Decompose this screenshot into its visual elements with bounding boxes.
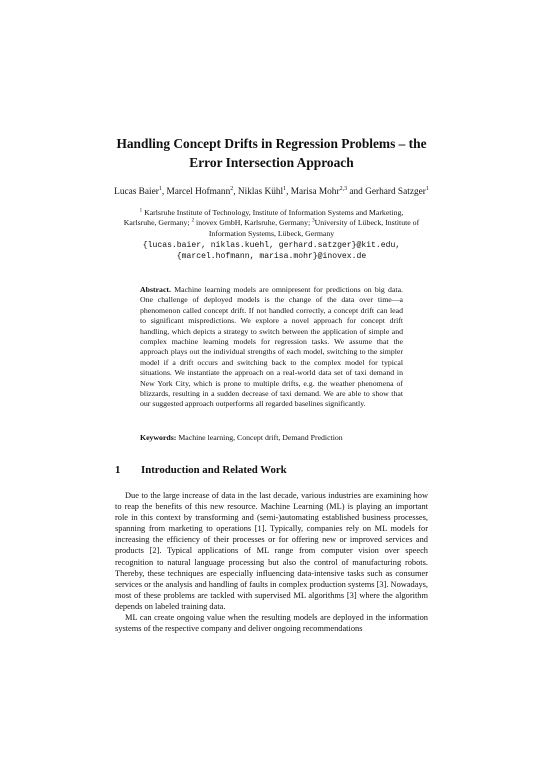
title-line-1: Handling Concept Drifts in Regression Problems – the <box>116 136 427 151</box>
affiliation-text: Karlsruhe, Germany; <box>123 218 190 228</box>
abstract <box>140 285 403 410</box>
author-affiliation-mark: 2 <box>230 185 234 192</box>
email-line-1[interactable]: {lucas.baier, niklas.kuehl, gerhard.satzger}@kit.edu, <box>142 241 401 250</box>
paper-title <box>100 134 443 172</box>
affiliation-mark: 3 <box>312 218 315 224</box>
affiliation-line-2 <box>112 218 431 228</box>
affiliation-mark: 2 <box>191 218 195 224</box>
author-name: Lucas Baier <box>114 187 159 197</box>
author-affiliation-mark: 1 <box>158 185 162 192</box>
email-line-2[interactable]: {marcel.hofmann, marisa.mohr}@inovex.de <box>176 252 367 261</box>
title-line-2: Error Intersection Approach <box>189 155 354 170</box>
affiliation-mark: 1 <box>139 208 143 214</box>
affiliation-line-1 <box>112 208 431 218</box>
section-title: Introduction and Related Work <box>141 464 287 476</box>
author-emails <box>100 240 443 262</box>
author-list: Lucas Baier$^1$, Marcel Hofmann$^2$, Niklas Kühl$^1$, Marisa Mohr$^{2,3}$ and Gerhard Satzger$^1$ <box>114 185 429 197</box>
affiliation-text: University of Lübeck, Institute of <box>314 218 420 228</box>
author-name: Marcel Hofmann <box>166 187 231 197</box>
author-affiliation-mark: 2,3 <box>339 185 348 192</box>
section-heading <box>115 463 435 477</box>
author-affiliation-mark: 1 <box>425 185 429 192</box>
author-name: Gerhard Satzger <box>365 187 426 197</box>
author-conjunction: and <box>349 187 363 197</box>
affiliation-text: Karlsruhe Institute of Technology, Institute of Information Systems and Marketing, <box>144 208 404 217</box>
abstract-text: Machine learning models are omnipresent for predictions on big data. One challenge of deployed models is the change of the data over time—a phenomenon called concept drift. If not handled correctly, a concept drift can lead to significant mispredictions. We explore a novel approach for concept drift handling, which depicts a strategy to switch between the application of simple and complex machine learning models for regression tasks. We assume that the approach plays out the individual strengths of each model, switching to the simpler model if a drift occurs and switching back to the complex model for typical situations. We instantiate the approach on a real-world data set of taxi demand in New York City, which is prone to multiple drifts, e.g. the weather phenomena of blizzards, resulting in a sudden decrease of taxi demand. We are able to show that our suggested approach outperforms all regarded baselines significantly. <box>140 285 403 409</box>
affiliations <box>112 208 431 239</box>
keywords <box>140 433 403 443</box>
affiliation-text: inovex GmbH, Karlsruhe, Germany; <box>196 218 311 228</box>
section-number: 1 <box>115 464 121 476</box>
abstract-label: Abstract. <box>140 285 171 294</box>
author-name: Niklas Kühl <box>237 187 284 197</box>
body-paragraph: ML can create ongoing value when the resulting models are deployed in the information systems of the respective company and deliver ongoing recommendations <box>115 613 428 634</box>
author-name: Marisa Mohr <box>290 187 340 197</box>
affiliation-line-3: Information Systems, Lübeck, Germany <box>208 228 335 238</box>
keywords-label: Keywords: <box>140 433 177 442</box>
author-affiliation-mark: 1 <box>283 185 287 192</box>
keywords-text: Machine learning, Concept drift, Demand Prediction <box>178 433 343 442</box>
body-text <box>115 490 428 634</box>
body-paragraph: Due to the large increase of data in the last decade, various industries are examining how to reap the benefits of this new resource. Machine Learning (ML) is playing an important role in this context by transforming and (semi-)automating established business processes, spanning from marketing to operations [1]. Typically, companies rely on ML models for increasing the efficiency of their processes or for offering new or improved services and products [2]. Typical applications of ML range from computer vision over speech recognition to natural language processing but also the control of manufacturing robots. Thereby, these techniques are especially influencing data-intensive tasks such as consumer services or the analysis and handling of faults in complex production systems [3]. Nowadays, most of these problems are tackled with supervised ML algorithms [3] where the algorithm depends on labeled training data. <box>115 491 428 611</box>
